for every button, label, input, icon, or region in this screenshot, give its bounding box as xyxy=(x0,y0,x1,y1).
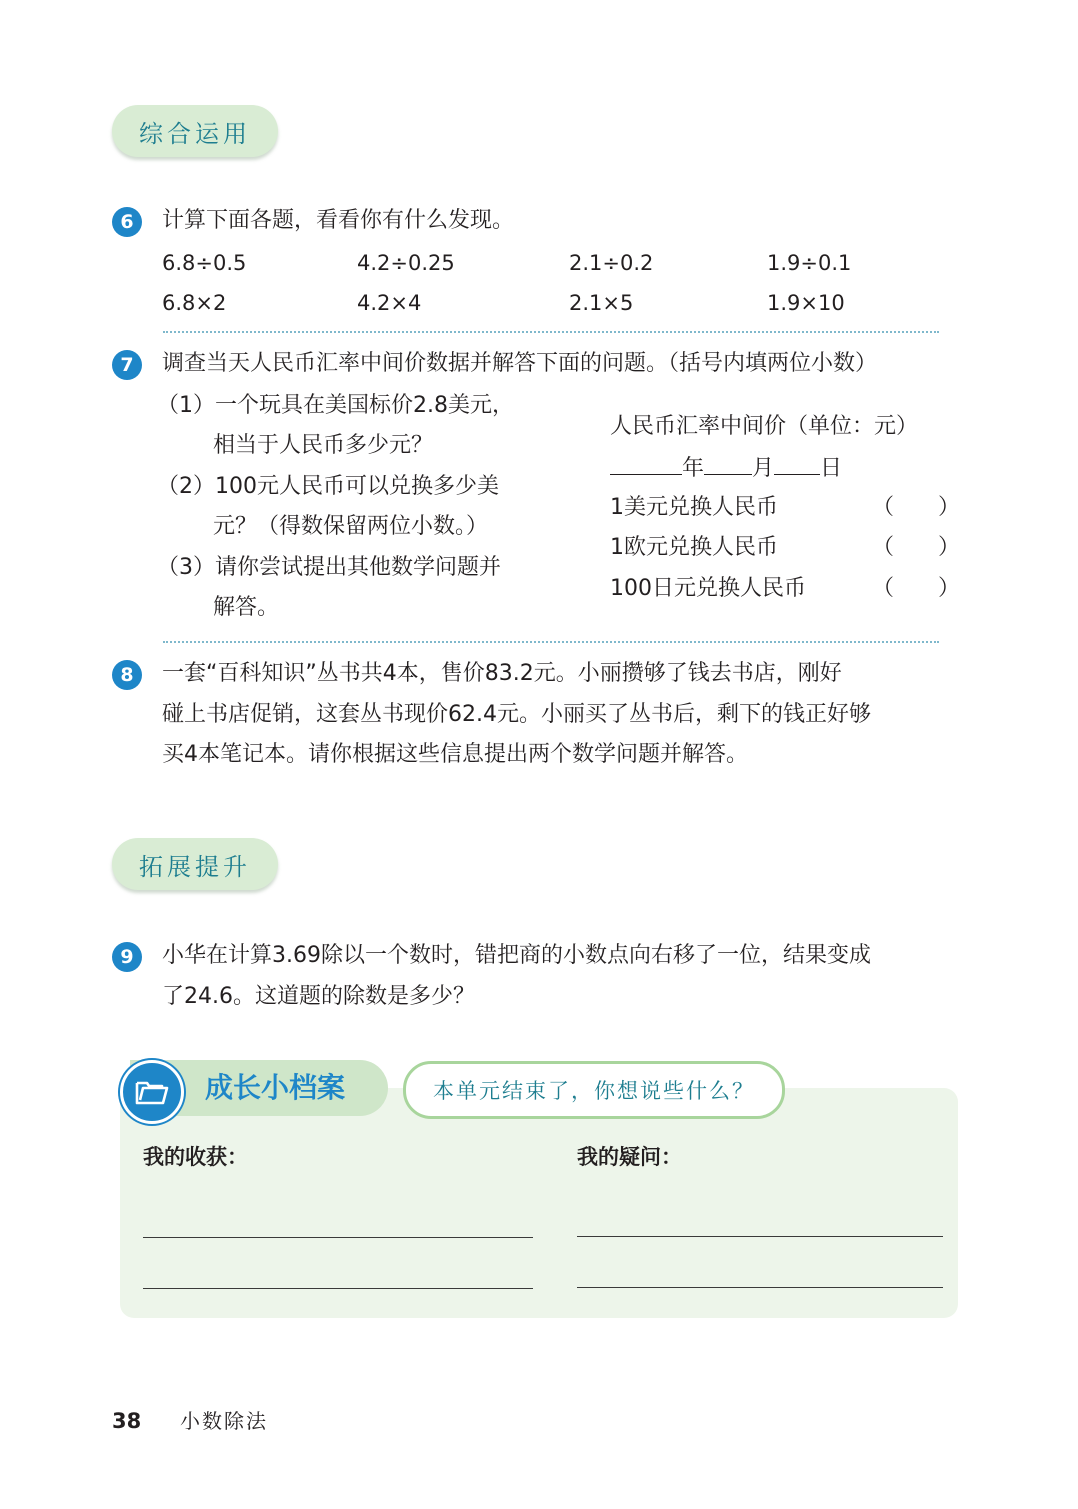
calc-item: 6.8×2 xyxy=(162,291,227,315)
gains-writing-line[interactable] xyxy=(143,1288,533,1289)
folder-icon xyxy=(120,1060,184,1124)
section-header-label: 综合运用 xyxy=(139,119,251,148)
q8-line1: 一套“百科知识”丛书共4本，售价83.2元。小丽攒够了钱去书店，刚好 xyxy=(162,661,842,686)
rate-answer-paren[interactable]: （ ） xyxy=(872,535,961,560)
rate-row-label: 100日元兑换人民币 xyxy=(610,576,806,601)
q7-prompt: 调查当天人民币汇率中间价数据并解答下面的问题。（括号内填两位小数） xyxy=(162,351,878,376)
calc-item: 1.9÷0.1 xyxy=(767,251,852,275)
gains-writing-line[interactable] xyxy=(143,1237,533,1238)
rate-answer-paren[interactable]: （ ） xyxy=(872,576,961,601)
q7-sub2-line2: 元？（得数保留两位小数。） xyxy=(213,514,489,539)
day-label: 日 xyxy=(820,456,843,481)
day-blank[interactable] xyxy=(774,452,820,475)
rate-row-label: 1欧元兑换人民币 xyxy=(610,535,778,560)
q7-sub2-line1: （2）100元人民币可以兑换多少美 xyxy=(157,474,499,499)
calc-item: 4.2÷0.25 xyxy=(357,251,455,275)
q8-line2: 碰上书店促销，这套丛书现价62.4元。小丽买了丛书后，剩下的钱正好够 xyxy=(162,702,871,727)
question-number-8 xyxy=(112,660,142,690)
question-number-label: 7 xyxy=(120,354,134,376)
rate-answer-paren[interactable]: （ ） xyxy=(872,495,961,520)
month-label: 月 xyxy=(752,456,775,481)
gains-label: 我的收获： xyxy=(143,1144,248,1169)
rate-row-label: 1美元兑换人民币 xyxy=(610,495,778,520)
q7-sub3-line1: （3）请你尝试提出其他数学问题并 xyxy=(157,555,501,580)
speech-bubble xyxy=(403,1061,785,1119)
dotted-divider xyxy=(163,641,939,643)
calc-item: 4.2×4 xyxy=(357,291,422,315)
rate-table-date xyxy=(610,452,842,484)
calc-item: 2.1÷0.2 xyxy=(569,251,654,275)
q8-line3: 买4本笔记本。请你根据这些信息提出两个数学问题并解答。 xyxy=(162,742,748,767)
section-header-comprehensive xyxy=(112,105,278,157)
growth-record-card xyxy=(120,1088,958,1318)
question-number-label: 9 xyxy=(120,946,134,968)
calc-item: 2.1×5 xyxy=(569,291,634,315)
growth-record-title: 成长小档案 xyxy=(205,1071,346,1104)
year-label: 年 xyxy=(682,456,705,481)
questions-writing-line[interactable] xyxy=(577,1287,943,1288)
question-number-label: 8 xyxy=(120,664,134,686)
q9-line1: 小华在计算3.69除以一个数时，错把商的小数点向右移了一位，结果变成 xyxy=(162,943,871,968)
calc-item: 1.9×10 xyxy=(767,291,845,315)
year-blank[interactable] xyxy=(610,452,682,475)
q7-sub3-line2: 解答。 xyxy=(213,595,280,620)
month-blank[interactable] xyxy=(704,452,752,475)
q9-line2: 了24.6。这道题的除数是多少？ xyxy=(162,984,475,1009)
section-header-extension xyxy=(112,838,278,890)
q7-sub1-line1: （1）一个玩具在美国标价2.8美元， xyxy=(157,393,514,418)
question-number-7 xyxy=(112,350,142,380)
question-number-9 xyxy=(112,942,142,972)
rate-table-title: 人民币汇率中间价（单位：元） xyxy=(610,414,919,439)
dotted-divider xyxy=(163,331,939,333)
section-header-label: 拓展提升 xyxy=(139,852,251,881)
question-number-label: 6 xyxy=(120,211,134,233)
speech-bubble-text: 本单元结束了，你想说些什么？ xyxy=(433,1079,755,1103)
chapter-title: 小数除法 xyxy=(180,1409,268,1433)
q6-prompt: 计算下面各题，看看你有什么发现。 xyxy=(162,208,515,233)
questions-label: 我的疑问： xyxy=(577,1144,682,1169)
questions-writing-line[interactable] xyxy=(577,1236,943,1237)
page-number: 38 xyxy=(112,1409,142,1433)
question-number-6 xyxy=(112,207,142,237)
calc-item: 6.8÷0.5 xyxy=(162,251,247,275)
q7-sub1-line2: 相当于人民币多少元？ xyxy=(213,433,434,458)
